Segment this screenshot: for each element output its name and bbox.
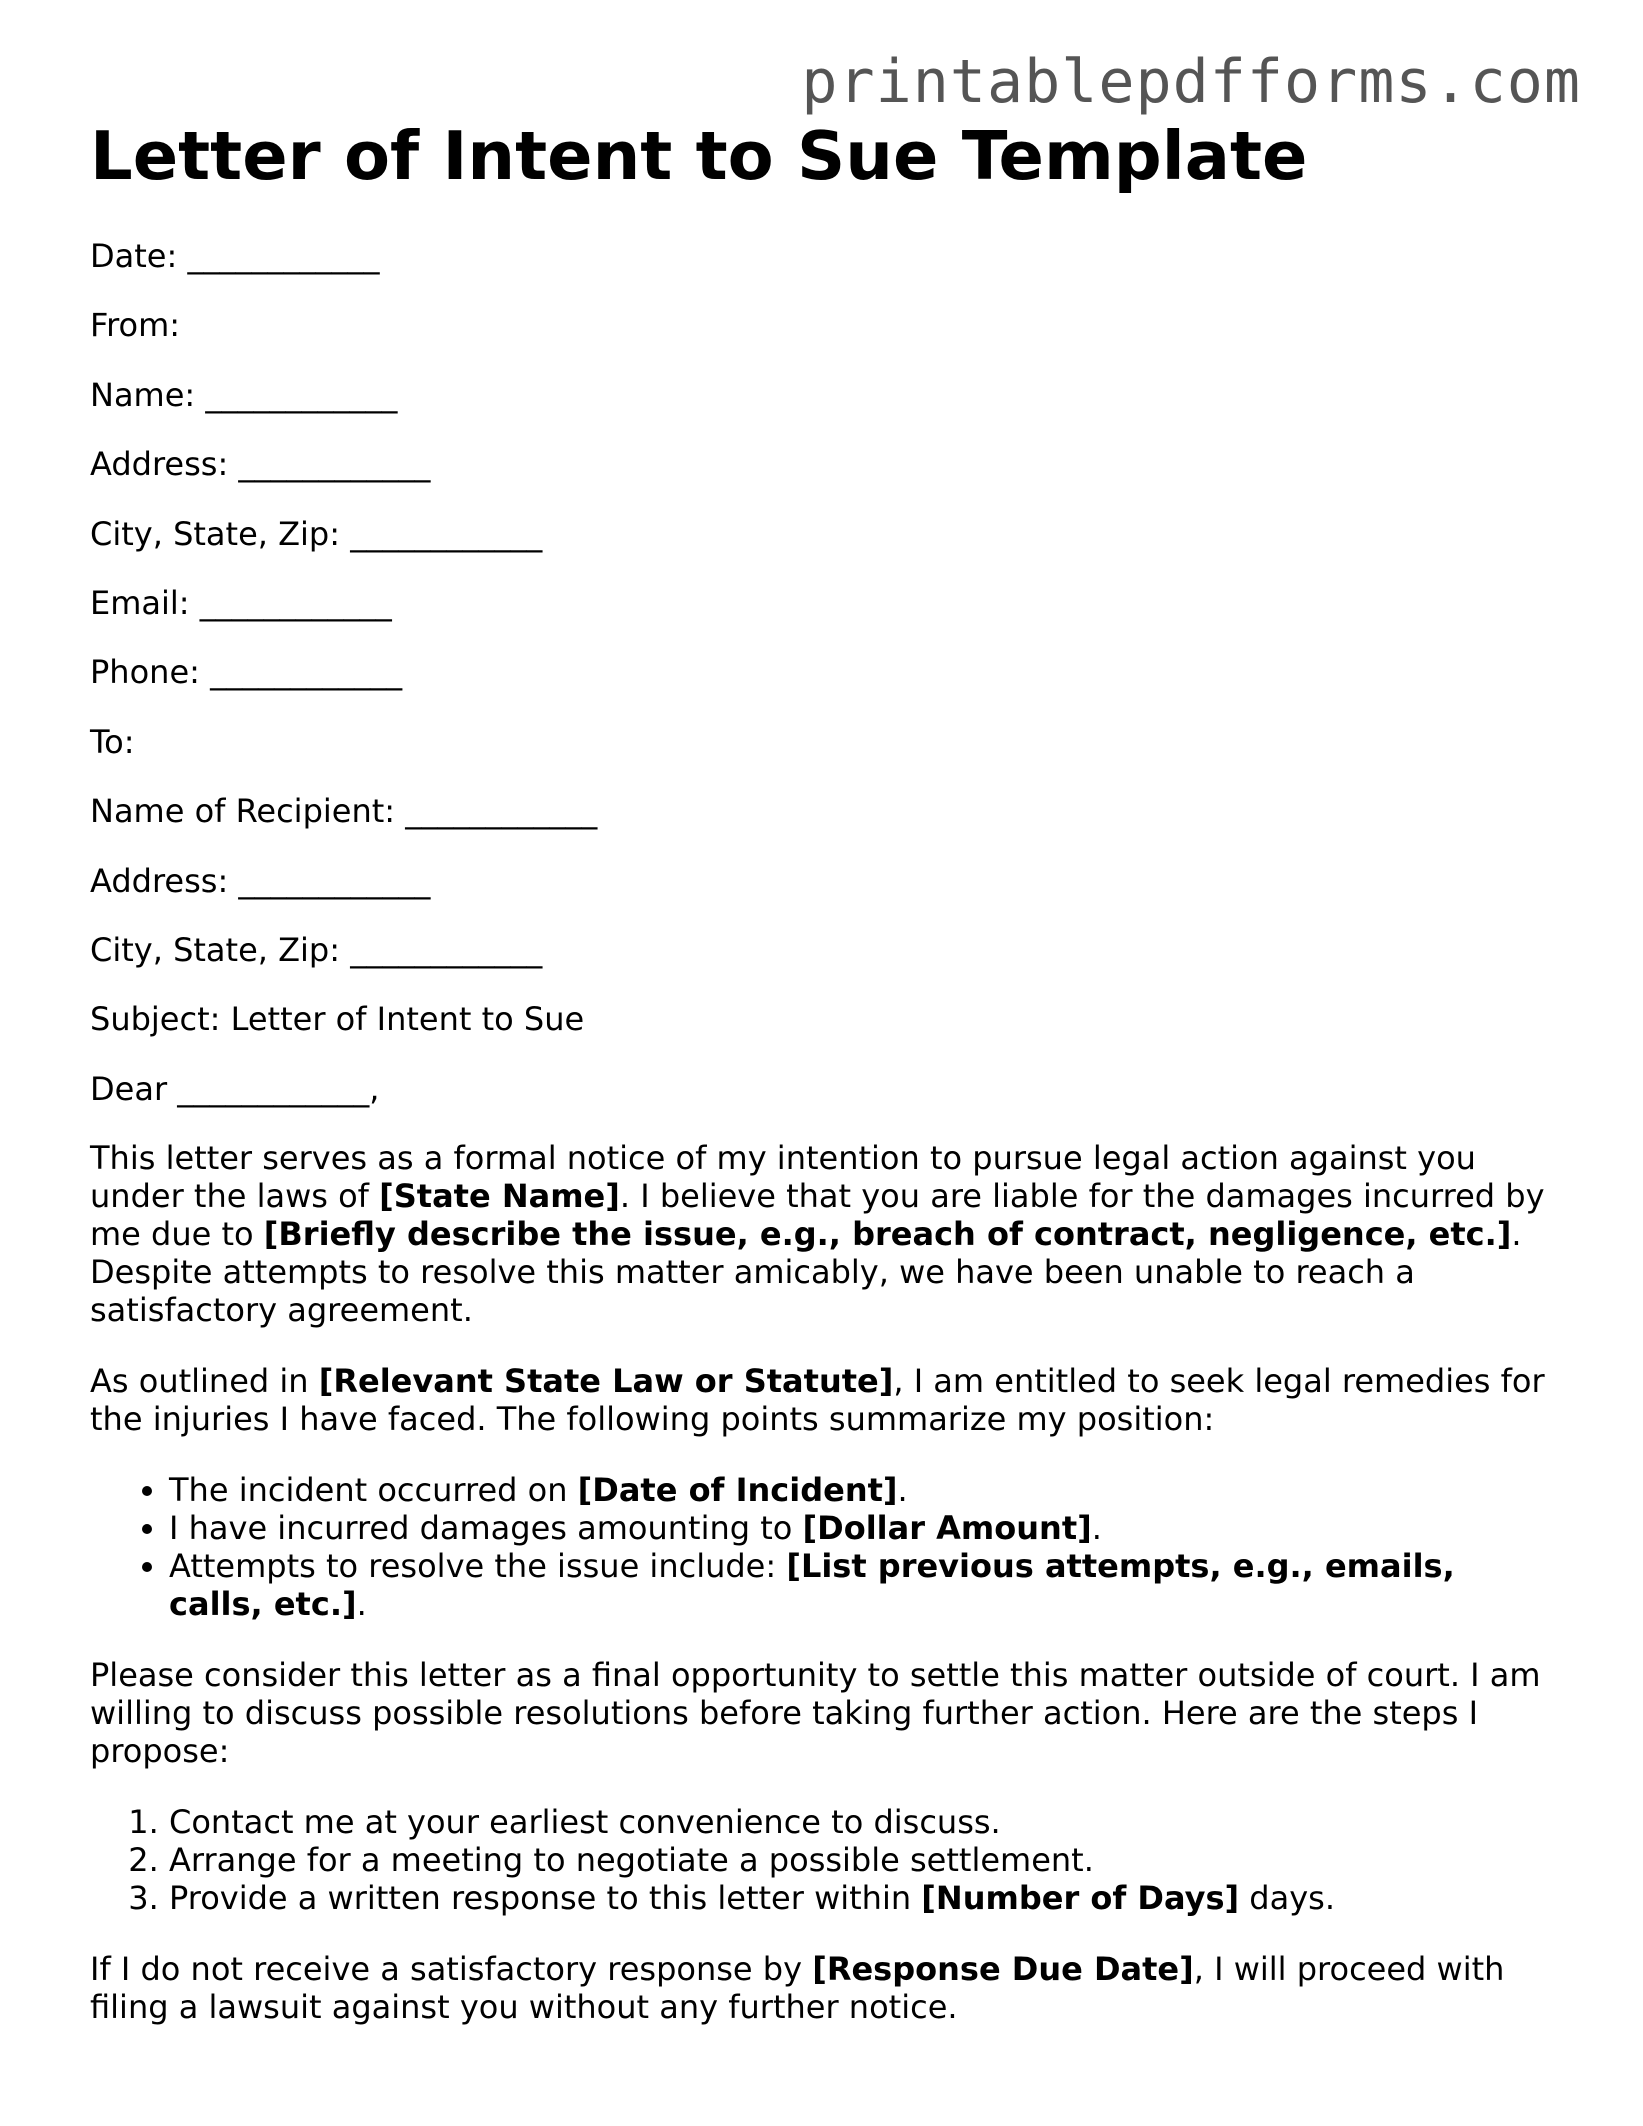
- list-item: [169, 1471, 1550, 1509]
- list-item-placeholder: [List previous attempts, e.g., emails, calls, etc.]: [169, 1547, 1455, 1624]
- field-blank[interactable]: ____________: [187, 237, 380, 276]
- field-label: City, State, Zip:: [90, 514, 341, 553]
- field-label: Name of Recipient:: [90, 792, 396, 831]
- field-salutation: [90, 1070, 1550, 1108]
- field-subject: [90, 1000, 1550, 1038]
- list-item-placeholder: [Number of Days]: [921, 1879, 1240, 1918]
- list-item: [169, 1509, 1550, 1547]
- field-recipient-city-state-zip: [90, 931, 1550, 969]
- field-from: [90, 306, 1550, 344]
- list-item: [169, 1547, 1550, 1623]
- position-bullet-list: [90, 1471, 1550, 1623]
- paragraph-legal-basis: [90, 1362, 1550, 1438]
- paragraph-text: This letter serves as a formal notice of my intention to pursue legal action against you under the laws of: [90, 1139, 1476, 1216]
- list-item-text: The incident occurred on: [169, 1471, 578, 1510]
- field-label: To:: [90, 722, 135, 761]
- field-label: Dear: [90, 1069, 168, 1108]
- paragraph-text: As outlined in: [90, 1362, 319, 1401]
- list-item: [169, 1879, 1550, 1917]
- paragraph-deadline: [90, 1950, 1550, 2026]
- list-item-end: days.: [1239, 1879, 1335, 1918]
- field-label: Name:: [90, 375, 196, 414]
- field-phone: [90, 653, 1550, 691]
- field-city-state-zip: [90, 515, 1550, 553]
- list-item-text: I have incurred damages amounting to: [169, 1509, 803, 1548]
- field-label: Address:: [90, 445, 229, 484]
- field-label: Address:: [90, 861, 229, 900]
- field-recipient-address: [90, 862, 1550, 900]
- field-blank[interactable]: ____________: [350, 930, 543, 969]
- field-date: [90, 237, 1550, 275]
- field-label: Subject: Letter of Intent to Sue: [90, 1000, 585, 1039]
- field-label: Email:: [90, 584, 190, 622]
- field-email: [90, 584, 1550, 622]
- list-item-text: Provide a written response to this letter within: [169, 1879, 922, 1918]
- list-item-end: .: [1091, 1509, 1102, 1548]
- placeholder-response-date: [Response Due Date]: [812, 1950, 1194, 1989]
- paragraph-text: . Despite attempts to resolve this matter amicably, we have been unable to reach a satisfactory agreement.: [90, 1215, 1522, 1330]
- paragraph-notice: [90, 1139, 1550, 1329]
- document-page: [90, 118, 1550, 2059]
- site-watermark: printablepdfforms.com: [801, 47, 1581, 117]
- list-item: [169, 1841, 1550, 1879]
- field-blank[interactable]: ____________: [238, 861, 431, 900]
- placeholder-state-name: [State Name]: [379, 1177, 620, 1216]
- field-blank[interactable]: ____________: [205, 375, 398, 414]
- list-item-text: Arrange for a meeting to negotiate a possible settlement.: [169, 1841, 1094, 1880]
- field-blank[interactable]: ____________: [405, 792, 598, 831]
- proposed-steps-list: [90, 1803, 1550, 1917]
- paragraph-text: . I believe that you are liable for the damages incurred by me due to: [90, 1177, 1545, 1254]
- field-address: [90, 445, 1550, 483]
- field-blank[interactable]: ____________: [350, 514, 543, 553]
- list-item-text: Contact me at your earliest convenience to discuss.: [169, 1803, 1001, 1842]
- field-label: Date:: [90, 237, 178, 276]
- field-blank[interactable]: ____________: [199, 584, 392, 622]
- list-item-text: Attempts to resolve the issue include:: [169, 1547, 787, 1586]
- paragraph-final-opportunity: Please consider this letter as a final opportunity to settle this matter outside of court. I am willing to discuss possible resolutions before taking further action. Here are the steps I propose:: [90, 1656, 1541, 1771]
- list-item-end: .: [356, 1585, 367, 1624]
- list-item-end: .: [897, 1471, 908, 1510]
- field-name: [90, 376, 1550, 414]
- list-item-placeholder: [Dollar Amount]: [802, 1509, 1092, 1548]
- paragraph-text: , I am entitled to seek legal remedies for the injuries I have faced. The following points summarize my position:: [90, 1362, 1545, 1439]
- field-label: Phone:: [90, 653, 200, 692]
- field-blank[interactable]: ____________,: [177, 1069, 380, 1108]
- placeholder-statute: [Relevant State Law or Statute]: [318, 1362, 894, 1401]
- list-item-placeholder: [Date of Incident]: [577, 1471, 898, 1510]
- field-label: From:: [90, 306, 181, 345]
- placeholder-issue-description: [Briefly describe the issue, e.g., breach of contract, negligence, etc.]: [263, 1215, 1512, 1254]
- fields-block: [90, 237, 1550, 1108]
- field-to: [90, 723, 1550, 761]
- paragraph-text: If I do not receive a satisfactory response by: [90, 1950, 813, 1989]
- field-blank[interactable]: ____________: [210, 653, 403, 692]
- document-title: Letter of Intent to Sue Template: [90, 117, 1308, 195]
- field-recipient-name: [90, 792, 1550, 830]
- paragraph-text: , I will proceed with filing a lawsuit against you without any further notice.: [90, 1950, 1505, 2027]
- field-blank[interactable]: ____________: [238, 445, 431, 484]
- list-item: [169, 1803, 1550, 1841]
- field-label: City, State, Zip:: [90, 930, 341, 969]
